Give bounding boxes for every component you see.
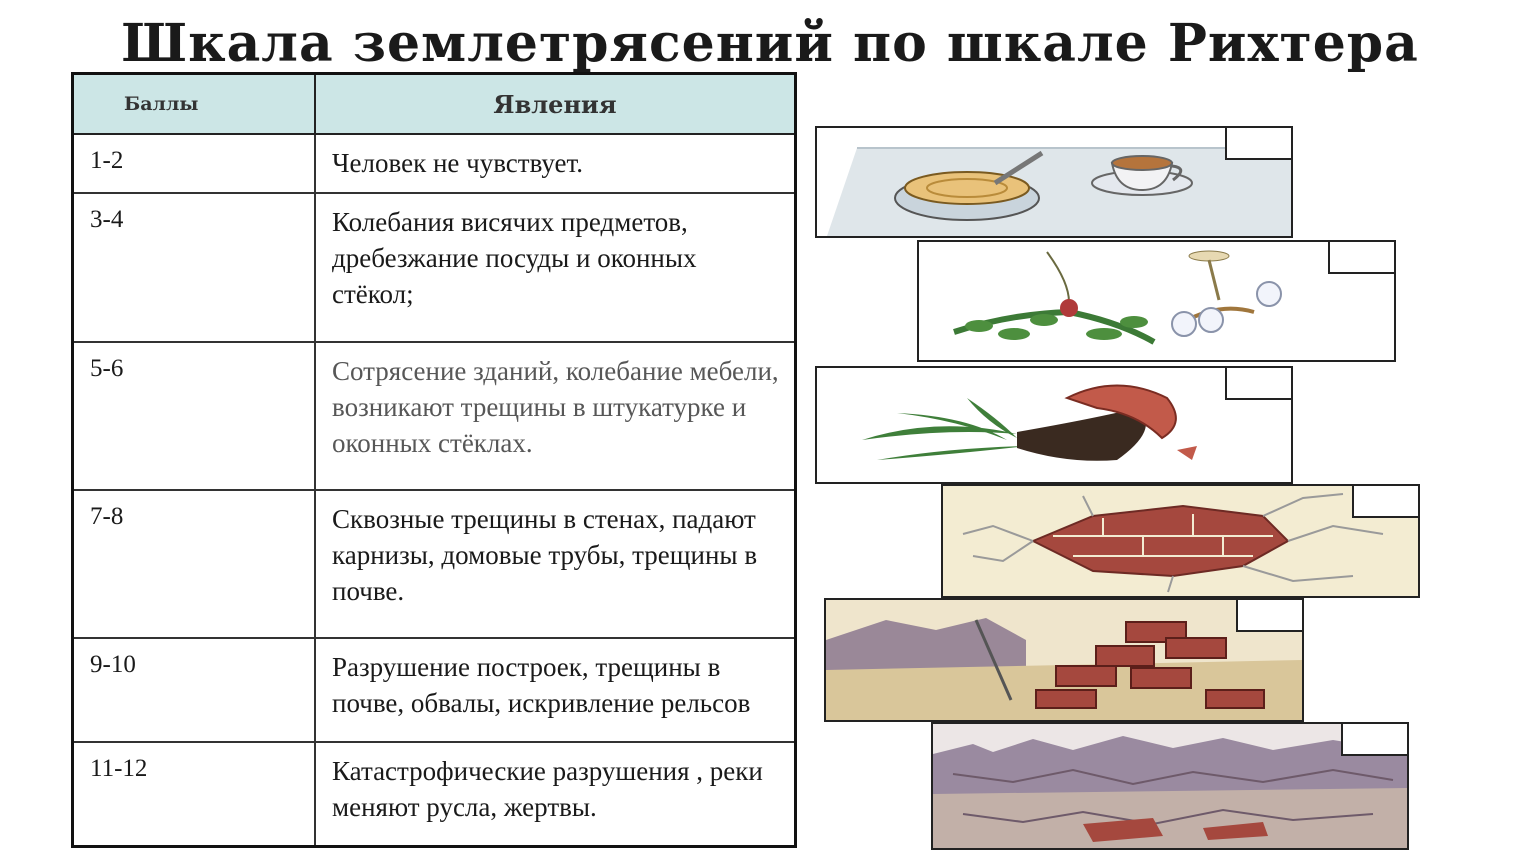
- swinging-chandelier-icon: [919, 242, 1394, 360]
- points-cell: 9-10: [73, 638, 316, 742]
- phenomena-cell: Сотрясение зданий, колебание мебели, возникают трещины в штукатурке и оконных стёклах.: [315, 342, 796, 490]
- page-title: Шкала землетрясений по шкале Рихтера: [121, 13, 1419, 74]
- table-row: [73, 638, 796, 742]
- fallen-flower-pot-icon: [817, 368, 1291, 482]
- points-cell: 7-8: [73, 490, 316, 638]
- column-header-phenomena: Явления: [315, 74, 796, 135]
- table-row: [73, 342, 796, 490]
- points-cell: 1-2: [73, 134, 316, 193]
- illustration-label-box: [1341, 724, 1407, 756]
- soup-bowl-and-teacup-icon: [817, 128, 1291, 236]
- collapsed-bricks-icon: [826, 600, 1302, 720]
- points-cell: 11-12: [73, 742, 316, 846]
- illustration-label-box: [1225, 368, 1291, 400]
- illustration-panel-5: [824, 598, 1304, 722]
- ruined-city-icon: [933, 724, 1407, 848]
- illustration-panel-2: [917, 240, 1396, 362]
- phenomena-cell: Разрушение построек, трещины в почве, обвалы, искривление рельсов: [315, 638, 796, 742]
- phenomena-cell: Сквозные трещины в стенах, падают карнизы, домовые трубы, трещины в почве.: [315, 490, 796, 638]
- illustration-panel-1: [815, 126, 1293, 238]
- illustration-label-box: [1225, 128, 1291, 160]
- table-row: [73, 742, 796, 846]
- illustration-label-box: [1236, 600, 1302, 632]
- illustration-label-box: [1328, 242, 1394, 274]
- illustration-panel-6: [931, 722, 1409, 850]
- phenomena-cell: Колебания висячих предметов, дребезжание посуды и оконных стёкол;: [315, 193, 796, 341]
- table-row: [73, 134, 796, 193]
- richter-scale-table: [71, 72, 797, 848]
- cracked-brick-wall-icon: [943, 486, 1418, 596]
- table-row: [73, 193, 796, 341]
- column-header-points: Баллы: [73, 74, 316, 135]
- illustration-panel-4: [941, 484, 1420, 598]
- points-cell: 3-4: [73, 193, 316, 341]
- illustration-label-box: [1352, 486, 1418, 518]
- table-row: [73, 490, 796, 638]
- illustration-panel-3: [815, 366, 1293, 484]
- points-cell: 5-6: [73, 342, 316, 490]
- table-header-row: [73, 74, 796, 135]
- phenomena-cell: Катастрофические разрушения , реки меняют русла, жертвы.: [315, 742, 796, 846]
- phenomena-cell: Человек не чувствует.: [315, 134, 796, 193]
